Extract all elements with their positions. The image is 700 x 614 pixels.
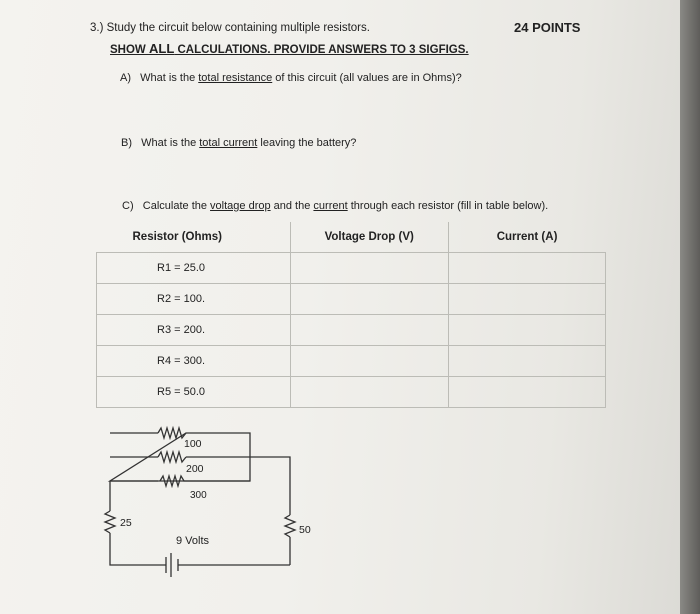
- header-resistor: Resistor (Ohms): [97, 222, 291, 253]
- resistor-cell: R2 = 100.: [97, 284, 291, 315]
- part-a-pre: What is the: [140, 72, 199, 84]
- resistor-25-icon: [105, 511, 115, 533]
- header-voltage-drop: Voltage Drop (V): [290, 222, 448, 253]
- table-row: [97, 346, 606, 377]
- circuit-diagram: [100, 425, 340, 585]
- part-a-letter: A): [120, 72, 131, 84]
- label-r300: 300: [190, 490, 207, 501]
- wire-right-upper: [250, 457, 290, 515]
- part-c-question: [122, 200, 548, 212]
- part-a-post: of this circuit (all values are in Ohms)?: [272, 72, 462, 84]
- resistor-300-icon: [160, 476, 188, 486]
- voltage-drop-cell[interactable]: [290, 377, 448, 408]
- voltage-drop-cell[interactable]: [290, 315, 448, 346]
- label-battery: 9 Volts: [176, 535, 210, 547]
- label-r50: 50: [299, 524, 311, 536]
- resistor-cell: R3 = 200.: [97, 315, 291, 346]
- part-c-term2: current: [313, 200, 348, 212]
- part-c-letter: C): [122, 200, 134, 212]
- header-current: Current (A): [448, 222, 605, 253]
- resistor-cell: R1 = 25.0: [97, 253, 291, 284]
- resistor-200-icon: [158, 452, 186, 462]
- label-r25: 25: [120, 517, 132, 529]
- instructions-suffix: CALCULATIONS. PROVIDE ANSWERS TO 3 SIGFIGS.: [174, 44, 469, 56]
- part-b-pre: What is the: [141, 137, 200, 149]
- table-row: [97, 253, 606, 284]
- part-b-post: leaving the battery?: [257, 137, 357, 149]
- part-c-post: through each resistor (fill in table below).: [347, 200, 549, 212]
- instructions-prefix: SHOW: [110, 44, 149, 56]
- resistor-100-icon: [158, 428, 186, 438]
- question-number-line: 3.) Study the circuit below containing multiple resistors.: [90, 22, 370, 34]
- current-cell[interactable]: [448, 377, 605, 408]
- current-cell[interactable]: [448, 315, 605, 346]
- part-b-letter: B): [121, 137, 132, 149]
- resistor-50-icon: [285, 515, 295, 537]
- table-row: [97, 284, 606, 315]
- resistor-cell: R4 = 300.: [97, 346, 291, 377]
- instructions-all: ALL: [148, 41, 175, 56]
- part-a-term: total resistance: [198, 72, 273, 84]
- points-label: 24 POINTS: [514, 20, 581, 35]
- voltage-drop-cell[interactable]: [290, 284, 448, 315]
- table-row: [97, 315, 606, 346]
- part-a-question: [120, 72, 462, 84]
- label-r100: 100: [184, 438, 202, 450]
- resistor-cell: R5 = 50.0: [97, 377, 291, 408]
- instructions-line: [110, 41, 469, 56]
- part-c-mid: and the: [270, 200, 314, 212]
- part-b-question: [121, 137, 356, 149]
- current-cell[interactable]: [448, 346, 605, 377]
- battery-icon: [166, 553, 178, 577]
- label-r200: 200: [186, 463, 204, 475]
- table-row: [97, 377, 606, 408]
- part-b-term: total current: [199, 137, 258, 149]
- wire-left-lower: [110, 533, 166, 565]
- answer-table: [96, 222, 606, 408]
- voltage-drop-cell[interactable]: [290, 253, 448, 284]
- current-cell[interactable]: [448, 253, 605, 284]
- part-c-pre: Calculate the: [142, 200, 211, 212]
- part-c-term1: voltage drop: [210, 200, 271, 212]
- voltage-drop-cell[interactable]: [290, 346, 448, 377]
- desk-edge: [680, 0, 700, 614]
- table-header-row: [97, 222, 606, 253]
- current-cell[interactable]: [448, 284, 605, 315]
